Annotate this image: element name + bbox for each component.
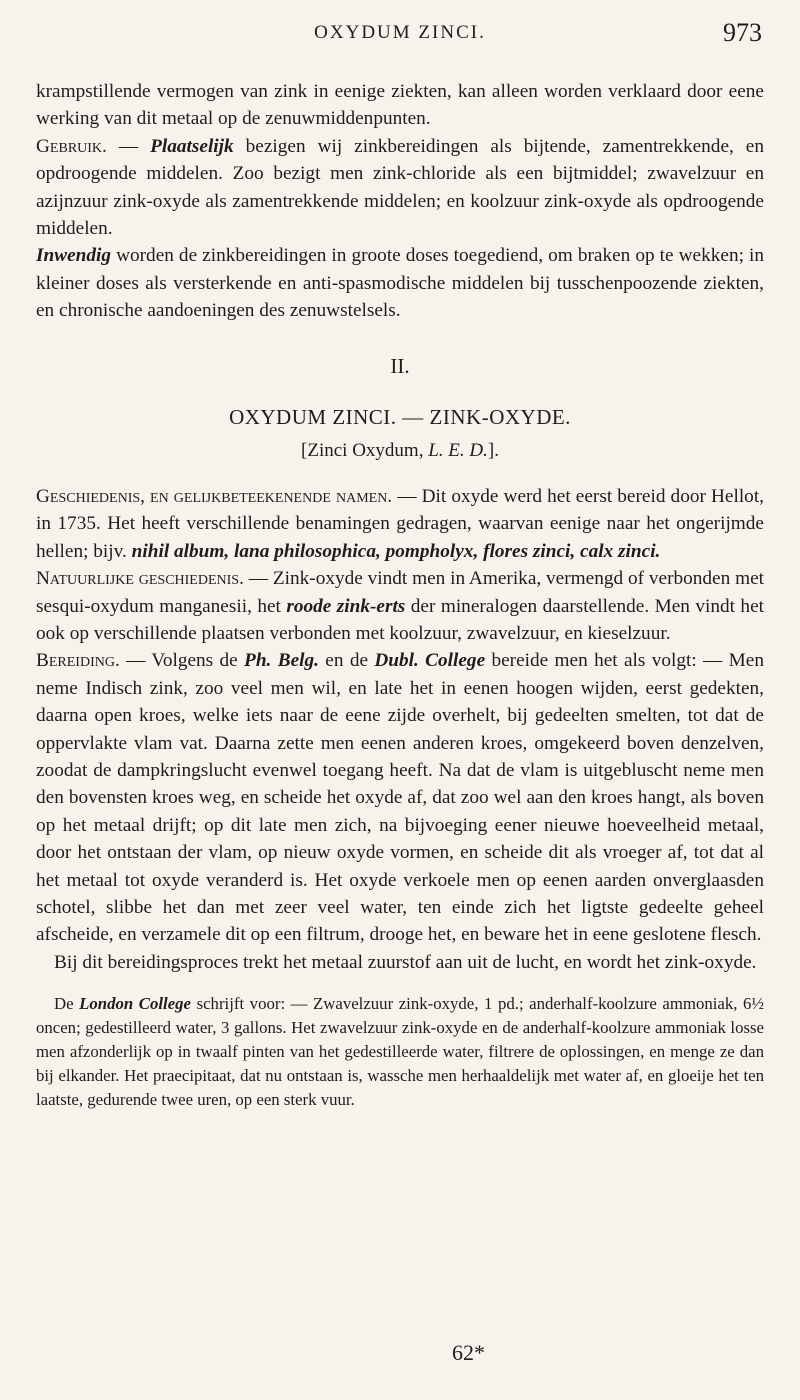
intro-text: krampstillende vermogen van zink in eenige ziekten, kan alleen worden verklaard door eene werking van dit metaal op de zenuwmiddenpunten. [36, 81, 764, 130]
geschiedenis-names: nihil album, lana philosophica, pompholyx, flores zinci, calx zinci. [131, 540, 661, 562]
roode-zink-erts: roode zink-erts [286, 595, 406, 617]
bereiding-text-1: Volgens de [151, 650, 245, 672]
section-title: OXYDUM ZINCI. — ZINK-OXYDE. [229, 405, 571, 430]
paragraph-bereiding [36, 647, 764, 948]
geschiedenis-text: Dit oxyde werd het eerst bereid door Hellot, in 1735. Het heeft verschillende benamingen gedragen, waarvan eenige naar het ongerijmde hellen; bijv. [36, 485, 765, 562]
gebruik-text-2: worden de zinkbereidingen in groote doses toegediend, om braken op te wekken; in kleiner doses als versterkende en anti-spasmodische middelen bij tusschenpoozende ziekten, en chronische aandoeningen des zenuwstelsels. [36, 245, 764, 322]
printer-signature: 62* [452, 1340, 485, 1365]
paragraph-london [36, 992, 764, 1112]
paragraph-geschiedenis [36, 483, 764, 565]
page-header [0, 18, 800, 58]
paragraph-gebruik [36, 133, 764, 243]
label-inwendig: Inwendig [36, 245, 112, 267]
london-college: London College [79, 994, 191, 1014]
paragraph-bij-dit [36, 949, 764, 976]
bereiding-and: en de [318, 650, 375, 672]
natuurlijke-text-2: der mineralogen daarstellende. Men vindt het ook op verschillende plaatsen verbonden met koolzuur, zwavelzuur, en kieselzuur. [36, 595, 764, 644]
dash: — [106, 135, 151, 157]
running-title: OXYDUM ZINCI. [314, 22, 486, 43]
heading-gebruik: Gebruik. [36, 135, 107, 157]
body-text [36, 78, 764, 1112]
ph-belg: Ph. Belg. [244, 650, 319, 672]
sub-close: ]. [487, 440, 499, 462]
gebruik-text-1: bezigen wij zinkbereidingen als bijtende, zamentrekkende, en opdroogende middelen. Zoo bezigt men zink-chloride als een bijtmiddel; zwavelzuur en azijnzuur zink-oxyde als zamentrekkende middelen; en koolzuur zink-oxyde als opdroogende middelen. [36, 135, 765, 240]
heading-natuurlijke: Natuurlijke geschiedenis. [36, 568, 244, 590]
dash: — [243, 568, 273, 590]
london-text-2: schrijft voor: — Zwavelzuur zink-oxyde, 1 pd.; anderhalf-koolzure ammoniak, 6½ oncen; gedestilleerd water, 3 gallons. Het zwavelzuur zink-oxyde en de anderhalf-koolzure ammoniak losse men afzonderlijk op in twaalf pinten van het gedestilleerde water, filtrere de oplossingen, en menge ze dan bij elkander. Het praecipitaat, dat nu ontstaan is, wassche men herhaaldelijk met water af, en gloeije het ten laatste, gedurende twee uren, op een sterk vuur. [36, 994, 764, 1110]
london-text-1: De [54, 994, 80, 1014]
bereiding-text-2: bereide men het als volgt: — Men neme Indisch zink, zoo veel men wil, en late het in eenen hoogen wijden, eerst gedekten, daarna open kroes, welke iets naar de eene zijde overhelt, bij gedeelten smelten, tot dat de oppervlakte vlam vat. Daarna zette men eenen anderen kroes, omgekeerd boven denzelven, zoodat de dampkringslucht evenwel toegang heeft. Na dat de vlam is uitgebluscht neme men den bovensten kroes weg, en scheide het oxyde af, dat zoo wel aan den kroes hangt, als boven op het metaal drijft; op dit late men zich, na bijvoeging eener nieuwe hoeveelheid metaal, door het ontstaan der vlam, op nieuw oxyde vormen, en scheide dit als vroeger af, tot dat al het metaal tot oxyde veranderd is. Het oxyde verkoele men op eenen aarden onverglaasden schotel, slibbe het dan met zeer veel water, ten einde zich het ligtste gedeelte geheel afscheide, en verzamele dit op een filtrum, drooge het, en beware het in eene geslotene flesch. [36, 650, 765, 946]
dash: — [119, 650, 152, 672]
section-number: II. [390, 353, 410, 378]
paragraph-inwendig [36, 242, 764, 324]
section-subtitle [36, 437, 764, 464]
paragraph-intro [36, 78, 764, 133]
heading-bereiding: Bereiding. [36, 650, 120, 672]
heading-geschiedenis: Geschiedenis, en gelijkbeteekenende namen. [36, 485, 393, 507]
sub-open: [Zinci Oxydum, [301, 440, 429, 462]
natuurlijke-text-1: Zink-oxyde vindt men in Amerika, vermengd of verbonden met sesqui-oxydum manganesii, het [36, 568, 764, 617]
dash: — [392, 485, 422, 507]
page-number: 973 [723, 18, 762, 47]
label-plaatselijk: Plaatselijk [150, 135, 234, 157]
bij-dit-text: Bij dit bereidingsproces trekt het metaal zuurstof aan uit de lucht, en wordt het zink-oxyde. [54, 951, 757, 973]
sub-italic: L. E. D. [428, 440, 488, 462]
dubl-college: Dubl. College [374, 650, 486, 672]
paragraph-natuurlijke [36, 565, 764, 647]
